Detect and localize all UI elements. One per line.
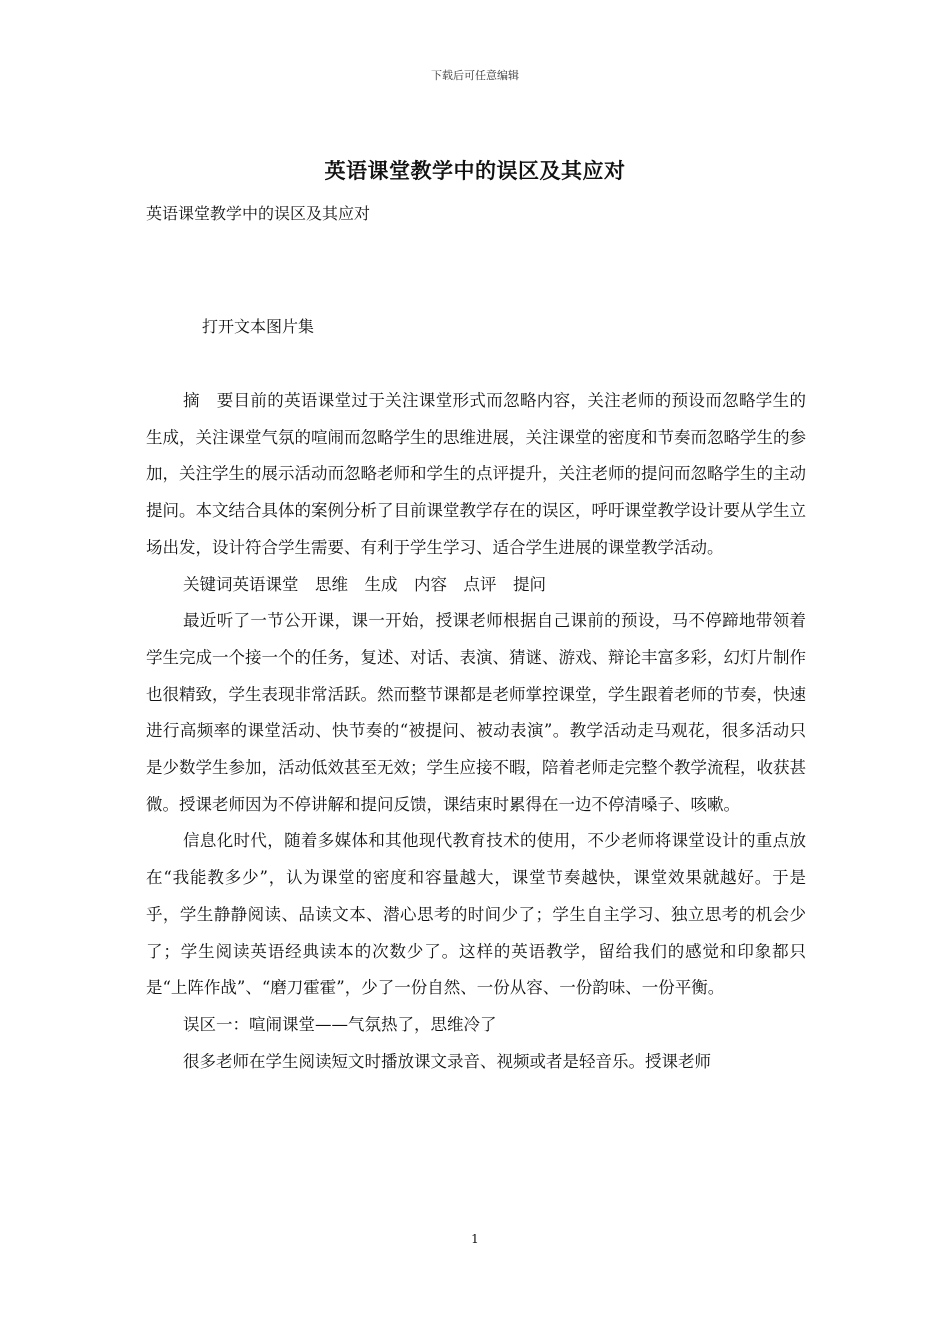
document-subtitle: 英语课堂教学中的误区及其应对: [146, 204, 371, 223]
page-header: 下载后可任意编辑: [431, 69, 519, 82]
document-body: [146, 383, 806, 1080]
body-paragraph: 最近听了一节公开课，课一开始，授课老师根据自己课前的预设，马不停蹄地带领着学生完成一个接一个的任务，复述、对话、表演、猜谜、游戏、辩论丰富多彩，幻灯片制作也很精致，学生表现非常活跃。然而整节课都是老师掌控课堂，学生跟着老师的节奏，快速进行高频率的课堂活动、快节奏的“被提问、被动表演”。教学活动走马观花，很多活动只是少数学生参加，活动低效甚至无效；学生应接不暇，陪着老师走完整个教学流程，收获甚微。授课老师因为不停讲解和提问反馈，课结束时累得在一边不停清嗓子、咳嗽。: [146, 611, 806, 814]
open-image-gallery-link[interactable]: 打开文本图片集: [202, 317, 315, 336]
abstract-paragraph: 摘 要目前的英语课堂过于关注课堂形式而忽略内容，关注老师的预设而忽略学生的生成，关注课堂气氛的喧闹而忽略学生的思维进展，关注课堂的密度和节奏而忽略学生的参加，关注学生的展示活动而忽略老师和学生的点评提升，关注老师的提问而忽略学生的主动提问。本文结合具体的案例分析了目前课堂教学存在的误区，呼吁课堂教学设计要从学生立场出发，设计符合学生需要、有利于学生学习、适合学生进展的课堂教学活动。: [146, 391, 806, 557]
body-paragraph: 信息化时代，随着多媒体和其他现代教育技术的使用，不少老师将课堂设计的重点放在“我能教多少”，认为课堂的密度和容量越大，课堂节奏越快，课堂效果就越好。于是乎，学生静静阅读、品读文本、潜心思考的时间少了；学生自主学习、独立思考的机会少了；学生阅读英语经典读本的次数少了。这样的英语教学，留给我们的感觉和印象都只是“上阵作战”、“磨刀霍霍”，少了一份自然、一份从容、一份韵味、一份平衡。: [146, 831, 806, 998]
body-paragraph: 很多老师在学生阅读短文时播放课文录音、视频或者是轻音乐。授课老师: [183, 1051, 711, 1071]
page-number: 1: [471, 1232, 479, 1246]
keywords-paragraph: 关键词英语课堂 思维 生成 内容 点评 提问: [183, 574, 546, 594]
section-heading: 误区一：喧闹课堂——气氛热了，思维冷了: [183, 1014, 497, 1034]
document-title: 英语课堂教学中的误区及其应对: [324, 158, 626, 183]
